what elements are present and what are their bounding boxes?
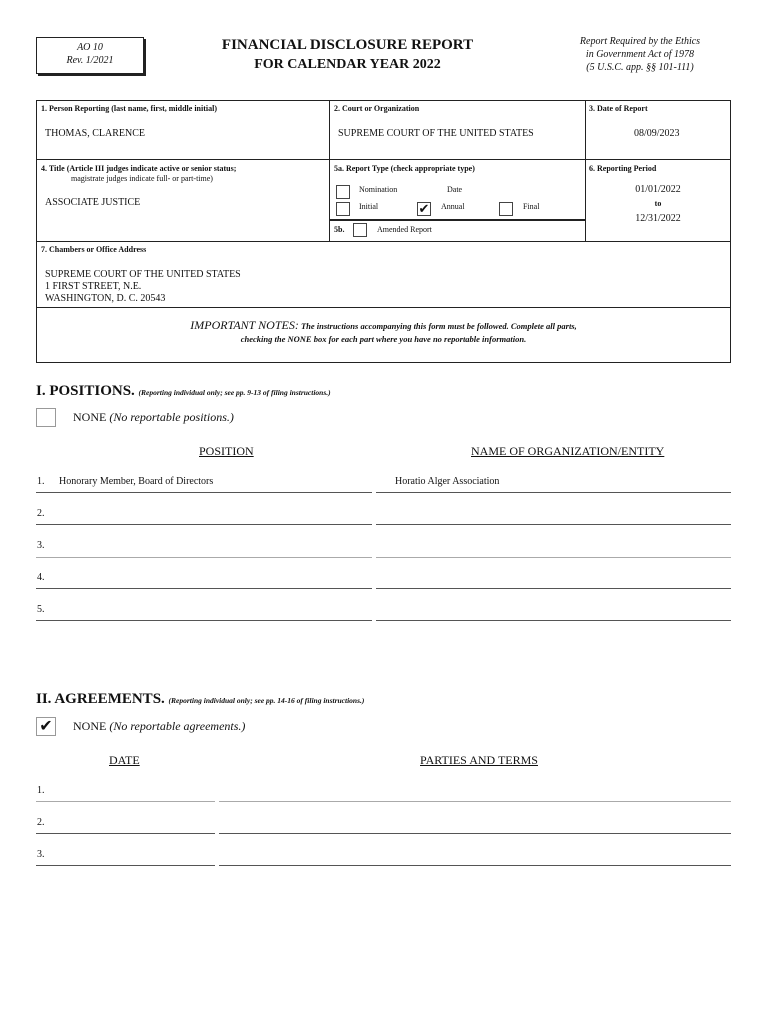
court-label: 2. Court or Organization [334, 104, 420, 113]
positions-heading [36, 383, 331, 400]
position-row-number: 3. [37, 540, 45, 551]
grid-divider [329, 101, 330, 241]
address-line-3: WASHINGTON, D. C. 20543 [45, 293, 166, 304]
position-row-line [36, 588, 372, 589]
court-value: SUPREME COURT OF THE UNITED STATES [338, 128, 534, 139]
agreement-parties-line [219, 833, 731, 834]
organization-row-line [376, 557, 731, 558]
form-id: AO 10 [77, 42, 103, 53]
grid-divider [37, 159, 730, 160]
agreements-none-checkbox[interactable]: ✔ [36, 717, 56, 736]
agreements-heading-note: (Reporting individual only; see pp. 14-16 of filing instructions.) [168, 696, 365, 705]
important-notes [37, 319, 730, 346]
period-start: 01/01/2022 [635, 184, 681, 195]
report-type-label: 5a. Report Type (check appropriate type) [334, 164, 475, 173]
nomination-label: Nomination [359, 185, 398, 194]
position-row-number: 5. [37, 604, 45, 615]
title-value: ASSOCIATE JUSTICE [45, 197, 141, 208]
amended-report-checkbox[interactable] [353, 223, 367, 237]
agreement-row-number: 1. [37, 785, 45, 796]
position-row-line [36, 492, 372, 493]
report-info-grid [36, 100, 731, 363]
agreement-date-line [36, 801, 215, 802]
date-of-report-value: 08/09/2023 [634, 128, 680, 139]
position-row-number: 4. [37, 572, 45, 583]
grid-divider [329, 219, 586, 221]
address-label: 7. Chambers or Office Address [41, 245, 147, 254]
title-label: 4. Title (Article III judges indicate active or senior status; [41, 164, 237, 173]
positions-none-text: (No reportable positions.) [109, 410, 234, 424]
organization-row-line [376, 524, 731, 525]
positions-heading-note: (Reporting individual only; see pp. 9-13 of filing instructions.) [138, 388, 331, 397]
address-line-1: SUPREME COURT OF THE UNITED STATES [45, 269, 241, 280]
period-to-word: to [654, 199, 662, 208]
person-reporting-value: THOMAS, CLARENCE [45, 128, 146, 139]
form-revision: Rev. 1/2021 [66, 55, 114, 66]
agreements-none-label [73, 719, 245, 734]
agreement-row-number: 3. [37, 849, 45, 860]
positions-none-word: NONE [73, 410, 107, 424]
important-notes-line-2: checking the NONE box for each part where you have no reportable information. [240, 334, 527, 344]
reporting-period-label: 6. Reporting Period [589, 164, 657, 173]
statutory-line-1: Report Required by the Ethics [579, 36, 701, 47]
agreements-heading-text: II. AGREEMENTS. [36, 691, 165, 707]
final-checkbox[interactable] [499, 202, 513, 216]
annual-label: Annual [441, 202, 465, 211]
agreement-date-line [36, 865, 215, 866]
amended-report-label: 5b. [334, 225, 345, 234]
grid-divider [37, 241, 730, 242]
position-row-number: 2. [37, 508, 45, 519]
date-column-header: DATE [109, 753, 140, 767]
organization-column-header: NAME OF ORGANIZATION/ENTITY [471, 444, 665, 458]
report-title: FINANCIAL DISCLOSURE REPORT [221, 37, 474, 53]
amended-report-text: Amended Report [377, 225, 432, 234]
parties-column-header: PARTIES AND TERMS [420, 753, 538, 767]
agreements-heading [36, 691, 364, 708]
agreements-none-word: NONE [73, 719, 107, 733]
position-row-line [36, 557, 372, 558]
agreement-parties-line [219, 865, 731, 866]
position-row-organization: Horatio Alger Association [395, 476, 500, 487]
report-subtitle: FOR CALENDAR YEAR 2022 [254, 57, 441, 72]
position-row-position: Honorary Member, Board of Directors [59, 476, 214, 487]
annual-checkbox[interactable]: ✔ [418, 201, 430, 216]
title-label-note: magistrate judges indicate full- or part-time) [71, 174, 213, 183]
position-row-line [36, 620, 372, 621]
nomination-checkbox[interactable] [336, 185, 350, 199]
positions-heading-text: I. POSITIONS. [36, 383, 135, 399]
date-label: Date [447, 185, 463, 194]
agreements-none-text: (No reportable agreements.) [109, 719, 246, 733]
initial-label: Initial [359, 202, 379, 211]
agreement-row-number: 2. [37, 817, 45, 828]
important-notes-line-1: The instructions accompanying this form must be followed. Complete all parts, [300, 321, 577, 331]
positions-none-label [73, 410, 234, 425]
agreement-parties-line [219, 801, 731, 802]
statutory-line-2: in Government Act of 1978 [585, 49, 695, 60]
positions-none-checkbox[interactable] [36, 408, 56, 427]
address-line-2: 1 FIRST STREET, N.E. [45, 281, 142, 292]
grid-divider [37, 307, 730, 308]
person-reporting-label: 1. Person Reporting (last name, first, middle initial) [41, 104, 217, 113]
form-id-box [36, 37, 144, 74]
statutory-note [560, 35, 720, 74]
organization-row-line [376, 492, 731, 493]
position-column-header: POSITION [199, 444, 254, 458]
organization-row-line [376, 620, 731, 621]
position-row-number: 1. [37, 476, 45, 487]
position-row-line [36, 524, 372, 525]
date-of-report-label: 3. Date of Report [589, 104, 648, 113]
agreement-date-line [36, 833, 215, 834]
initial-checkbox[interactable] [336, 202, 350, 216]
final-label: Final [523, 202, 540, 211]
period-end: 12/31/2022 [635, 213, 681, 224]
statutory-line-3: (5 U.S.C. app. §§ 101-111) [586, 62, 694, 73]
important-notes-lead: IMPORTANT NOTES: [190, 318, 299, 332]
organization-row-line [376, 588, 731, 589]
